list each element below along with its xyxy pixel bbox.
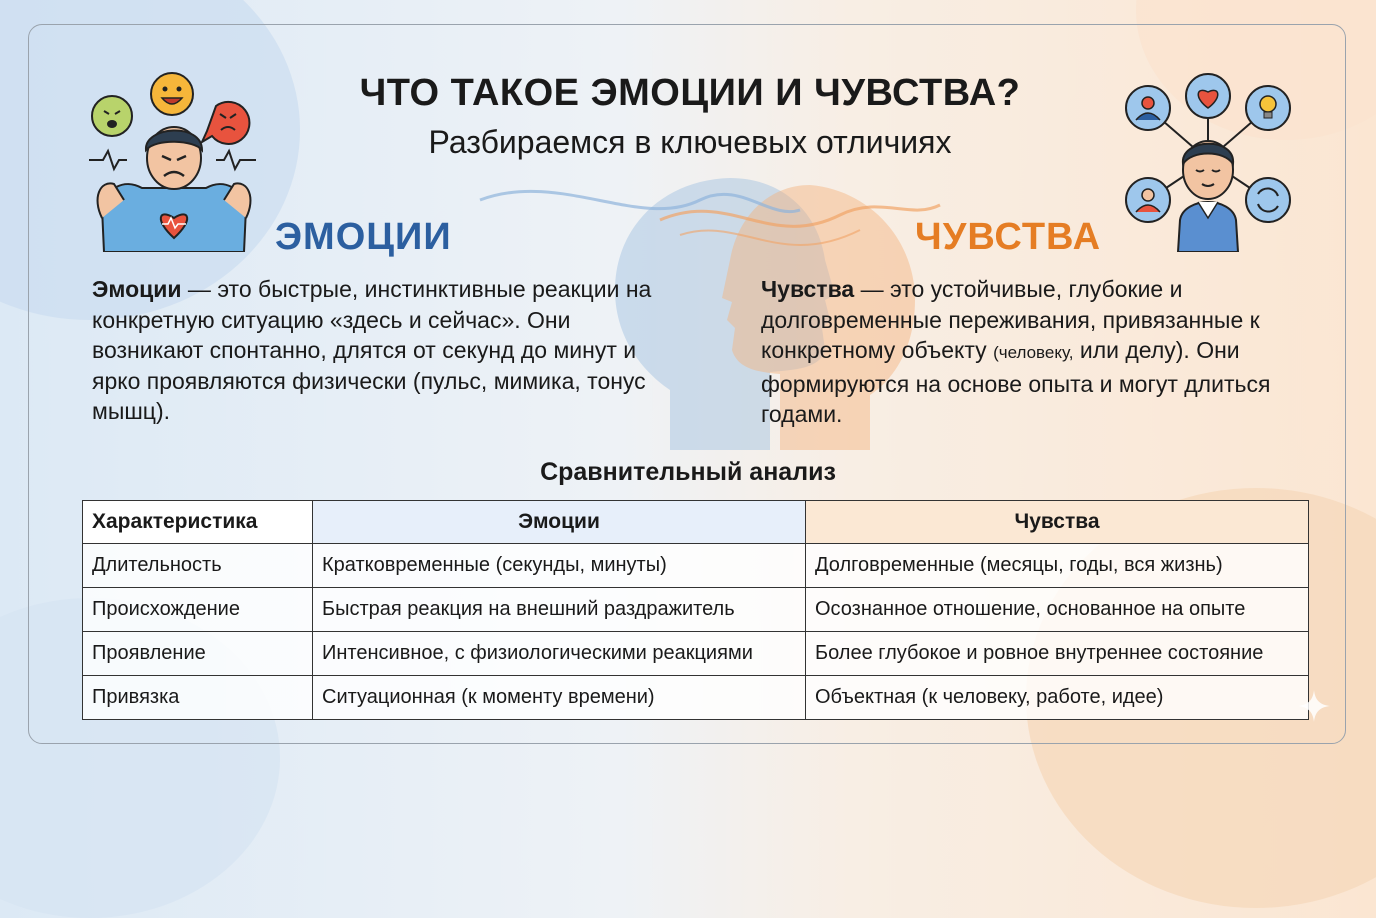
table-cell: Объектная (к человеку, работе, идее): [806, 676, 1309, 720]
emotions-term: Эмоции: [92, 276, 182, 302]
table-cell: Привязка: [83, 676, 313, 720]
comparison-table: [82, 500, 1309, 720]
table-row: [83, 588, 1309, 632]
feelings-heading: ЧУВСТВА: [915, 216, 1102, 258]
header-characteristic: Характеристика: [83, 501, 313, 544]
table-cell: Быстрая реакция на внешний раздражитель: [313, 588, 806, 632]
table-cell: Кратковременные (секунды, минуты): [313, 544, 806, 588]
angry-man-emoji-icon: [84, 68, 262, 252]
feelings-text-small: (человеку,: [993, 343, 1074, 362]
table-header-row: [83, 501, 1309, 544]
table-row: [83, 676, 1309, 720]
emotions-heading: ЭМОЦИИ: [275, 216, 452, 258]
table-row: [83, 632, 1309, 676]
feelings-text-main: — это устойчивые, глубокие и долговременные переживания, привязанные к конкретному объекту: [761, 276, 1260, 363]
table-cell: Интенсивное, с физиологическими реакциями: [313, 632, 806, 676]
feelings-term: Чувства: [761, 276, 855, 302]
table-cell: Долговременные (месяцы, годы, вся жизнь): [806, 544, 1309, 588]
sparkle-icon: [1296, 688, 1332, 724]
table-cell: Осознанное отношение, основанное на опыте: [806, 588, 1309, 632]
table-cell: Происхождение: [83, 588, 313, 632]
emotions-text: — это быстрые, инстинктивные реакции на конкретную ситуацию «здесь и сейчас». Они возникают спонтанно, длятся от секунд до минут и ярко проявляются физически (пульс, мимика, тонус мышц).: [92, 276, 652, 424]
page-title: ЧТО ТАКОЕ ЭМОЦИИ И ЧУВСТВА?: [359, 72, 1021, 114]
header-feelings: Чувства: [806, 501, 1309, 544]
table-cell: Проявление: [83, 632, 313, 676]
feelings-definition: [761, 274, 1321, 430]
table-cell: Более глубокое и ровное внутреннее состояние: [806, 632, 1309, 676]
feelings-text-end: или делу). Они формируются на основе опыта и могут длиться годами.: [761, 337, 1271, 427]
header-emotions: Эмоции: [313, 501, 806, 544]
calm-man-connections-icon: [1118, 70, 1298, 252]
table-cell: Ситуационная (к моменту времени): [313, 676, 806, 720]
page-subtitle: Разбираемся в ключевых отличиях: [428, 124, 952, 160]
table-title: Сравнительный анализ: [540, 458, 836, 486]
table-row: [83, 544, 1309, 588]
table-cell: Длительность: [83, 544, 313, 588]
emotions-definition: [92, 274, 682, 427]
